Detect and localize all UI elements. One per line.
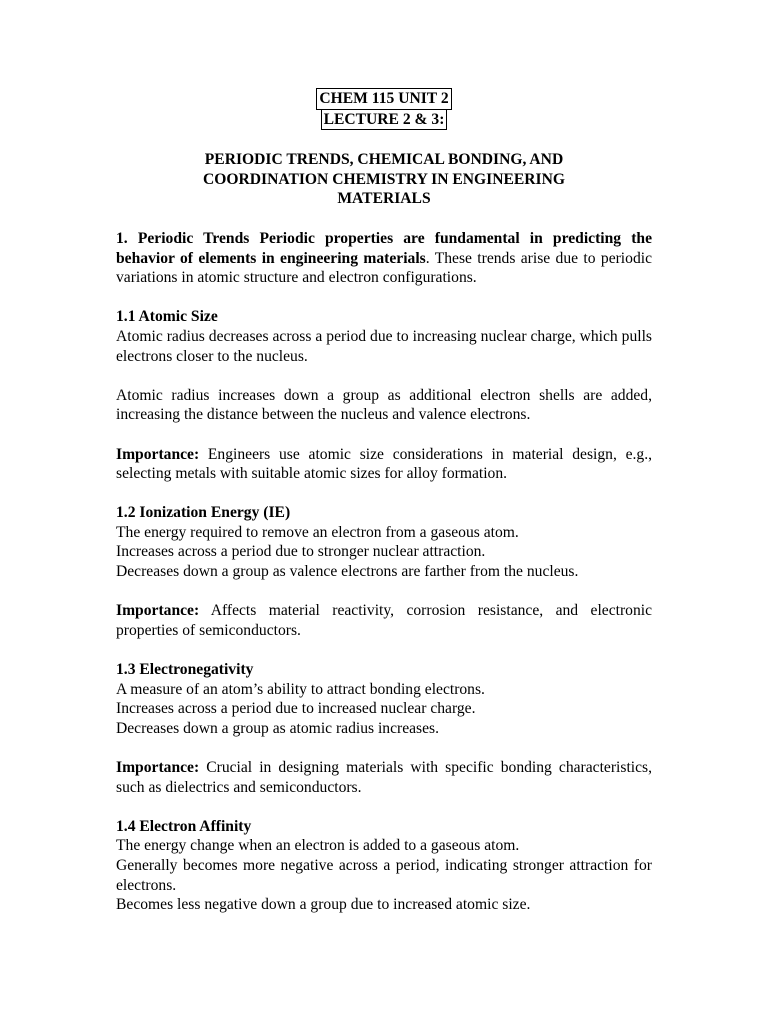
text-line: Decreases down a group as atomic radius increases. <box>116 719 440 737</box>
section-electronegativity <box>116 660 652 797</box>
document-header <box>116 88 652 130</box>
section-heading: 1.4 Electron Affinity <box>116 817 252 835</box>
paragraph: Atomic radius decreases across a period due to increasing nuclear charge, which pulls electrons closer to the nucleus. <box>116 327 652 365</box>
intro-rest: . These trends arise due to periodic variations in atomic structure and electron configurations. <box>116 249 652 287</box>
text-line: The energy change when an electron is added to a gaseous atom. <box>116 837 520 855</box>
importance-paragraph <box>116 601 652 640</box>
intro-paragraph <box>116 229 652 288</box>
title-line-1: PERIODIC TRENDS, CHEMICAL BONDING, AND <box>204 151 564 169</box>
document-title <box>116 150 652 209</box>
section-heading: 1.3 Electronegativity <box>116 661 254 679</box>
lecture-label: LECTURE 2 & 3: <box>321 110 448 131</box>
importance-label: Importance: <box>116 445 200 463</box>
section-atomic-size <box>116 307 652 483</box>
text-line: Decreases down a group as valence electrons are farther from the nucleus. <box>116 563 579 581</box>
text-line: Becomes less negative down a group due to increased atomic size. <box>116 896 531 914</box>
importance-text: Engineers use atomic size considerations in material design, e.g., selecting metals with suitable atomic sizes for alloy formation. <box>116 445 652 483</box>
course-code: CHEM 115 UNIT 2 <box>316 88 451 110</box>
text-line: Generally becomes more negative across a period, indicating stronger attraction for electrons. <box>116 856 652 894</box>
importance-paragraph <box>116 758 652 797</box>
section-heading: 1.2 Ionization Energy (IE) <box>116 504 291 522</box>
document-page <box>116 88 652 915</box>
importance-paragraph <box>116 445 652 484</box>
text-line: A measure of an atom’s ability to attract bonding electrons. <box>116 680 485 698</box>
section-heading: 1.1 Atomic Size <box>116 308 218 326</box>
importance-label: Importance: <box>116 602 200 620</box>
intro-bold: 1. Periodic Trends Periodic properties are fundamental in predicting the behavior of elements in engineering materials <box>116 229 652 267</box>
title-line-3: MATERIALS <box>337 190 431 208</box>
importance-label: Importance: <box>116 759 200 776</box>
importance-text: Affects material reactivity, corrosion resistance, and electronic properties of semiconductors. <box>116 602 652 639</box>
text-line: The energy required to remove an electron from a gaseous atom. <box>116 523 519 541</box>
section-electron-affinity <box>116 817 652 915</box>
text-line: Increases across a period due to stronger nuclear attraction. <box>116 543 486 561</box>
paragraph: Atomic radius increases down a group as additional electron shells are added, increasing the distance between the nucleus and valence electrons. <box>116 386 652 424</box>
text-line: Increases across a period due to increased nuclear charge. <box>116 700 476 718</box>
importance-text: Crucial in designing materials with specific bonding characteristics, such as dielectrics and semiconductors. <box>116 759 652 796</box>
section-ionization-energy <box>116 503 652 640</box>
title-line-2: COORDINATION CHEMISTRY IN ENGINEERING <box>202 170 566 188</box>
